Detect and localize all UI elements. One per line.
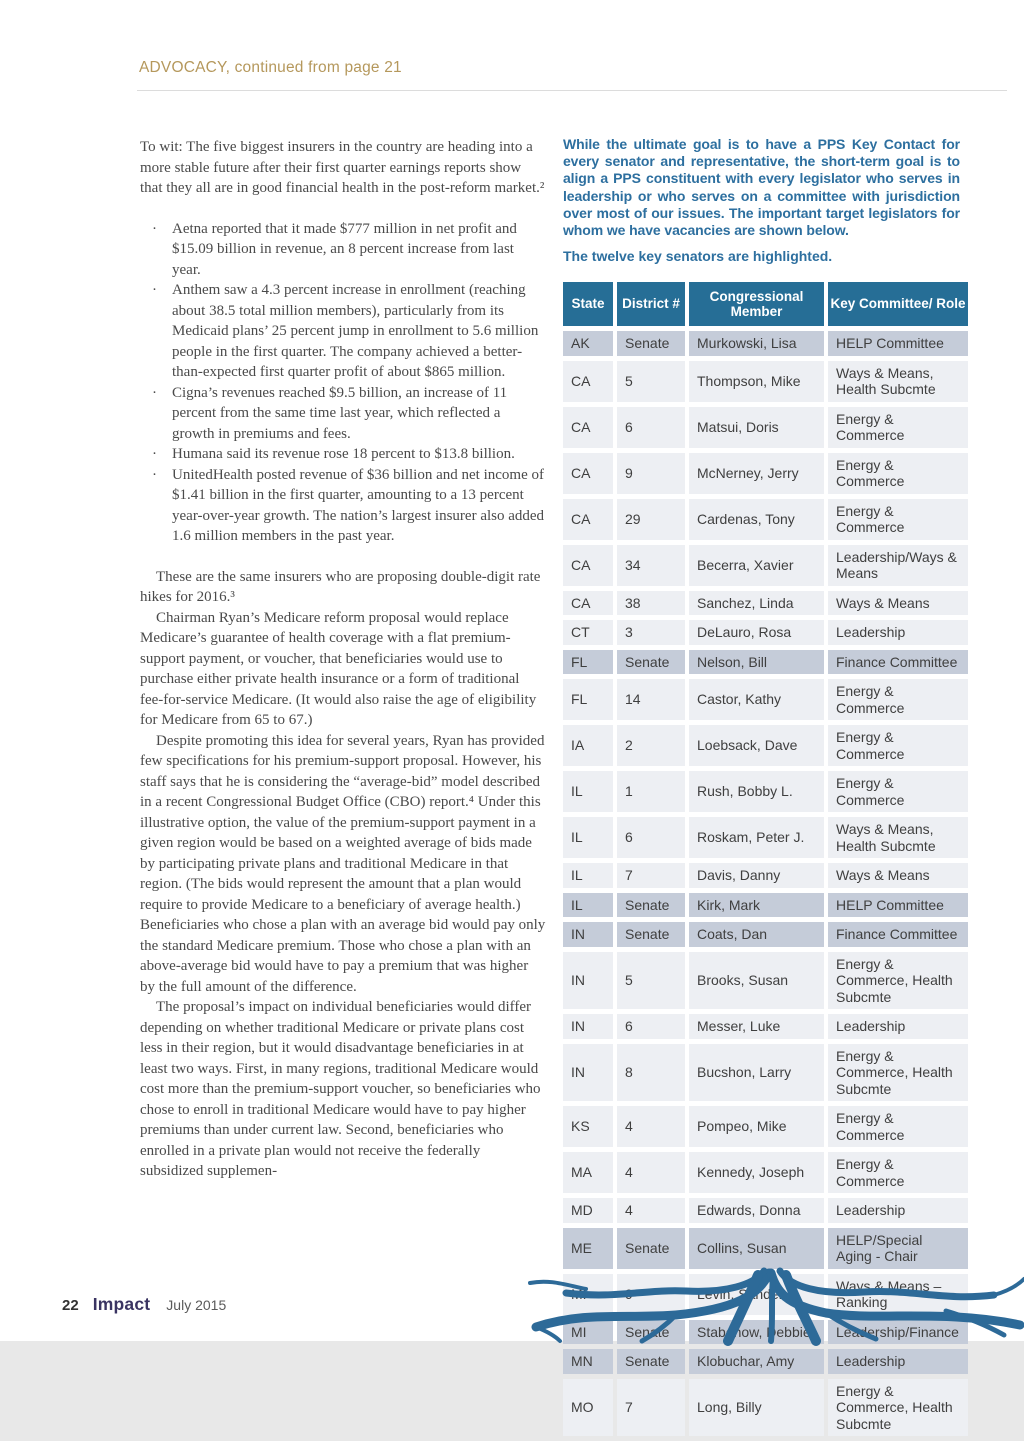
cell-member: Messer, Luke [689, 1014, 824, 1039]
cell-state: AK [563, 331, 613, 356]
article-paragraph: Chairman Ryan’s Medicare reform proposal would replace Medicare’s guarantee of health coverage with a flat premium-support payment, or voucher, that beneficiaries would use to purchase either private health insurance or a form of traditional fee-for-service Medicare. (It would also raise the age of eligibility for Medicare from 65 to 67.) [140, 609, 537, 728]
cell-district: 7 [617, 1379, 685, 1437]
cell-member: Thompson, Mike [689, 361, 824, 402]
bullet-icon: · [152, 466, 157, 483]
cell-district: 34 [617, 545, 685, 586]
cell-district: 5 [617, 361, 685, 402]
cell-member: Klobuchar, Amy [689, 1349, 824, 1374]
roots-illustration [524, 1271, 1024, 1341]
article-right-column [563, 136, 966, 1441]
table-row [563, 1014, 968, 1039]
list-item-text: Cigna’s revenues reached $9.5 billion, an increase of 11 percent from the same time last year, which reflected a growth in premiums and fees. [172, 384, 508, 442]
article-paragraph: The proposal’s impact on individual beneficiaries would differ depending on whether traditional Medicare or private plans cost less in their region, but it would disadvantage beneficiaries in at least two ways. First, in many regions, traditional Medicare would cost more than the premium-support voucher, so beneficiaries who chose to enroll in traditional Medicare would have to pay higher premiums than under current law. Second, beneficiaries who enrolled in a private plan would not receive the federally subsidized supplemen- [140, 999, 541, 1179]
cell-member: Pompeo, Mike [689, 1106, 824, 1147]
cell-member: Murkowski, Lisa [689, 331, 824, 356]
cell-member: McNerney, Jerry [689, 453, 824, 494]
cell-member: Edwards, Donna [689, 1198, 824, 1223]
cell-state: IN [563, 1014, 613, 1039]
cell-member: Kirk, Mark [689, 893, 824, 918]
cell-committee: Ways & Means, Health Subcmte [828, 817, 968, 858]
page-number: 22 [62, 1297, 79, 1314]
cell-district: Senate [617, 650, 685, 675]
table-row-key-senator [563, 1228, 968, 1269]
cell-committee: Leadership [828, 1014, 968, 1039]
cell-state: ME [563, 1228, 613, 1269]
table-row [563, 725, 968, 766]
cell-state: MN [563, 1349, 613, 1374]
cell-state: MO [563, 1379, 613, 1437]
cell-member: Roskam, Peter J. [689, 817, 824, 858]
table-row [563, 1044, 968, 1102]
table-row-key-senator [563, 893, 968, 918]
cell-district: Senate [617, 331, 685, 356]
cell-district: 9 [617, 453, 685, 494]
bullet-icon: · [152, 220, 157, 237]
cell-committee: HELP Committee [828, 893, 968, 918]
list-item [140, 444, 546, 465]
cell-committee: Energy & Commerce [828, 679, 968, 720]
cell-committee: Energy & Commerce, Health Subcmte [828, 1044, 968, 1102]
cell-committee: Leadership [828, 620, 968, 645]
cell-district: 3 [617, 620, 685, 645]
bullet-icon: · [152, 282, 157, 298]
cell-state: CA [563, 361, 613, 402]
cell-state: CA [563, 591, 613, 616]
list-item-text: UnitedHealth posted revenue of $36 billion and net income of $1.41 billion in the first quarter, amounting to a 13 percent year-over-year growth. The nation’s largest insurer also added 1.6 million members in the past year. [172, 466, 545, 544]
cell-state: IL [563, 817, 613, 858]
cell-committee: Energy & Commerce [828, 453, 968, 494]
legislator-table-header [563, 282, 968, 326]
cell-committee: Leadership [828, 1349, 968, 1374]
table-row [563, 407, 968, 448]
cell-member: Levin, Sander [689, 1274, 824, 1315]
cell-district: Senate [617, 1349, 685, 1374]
article-left-column [140, 137, 546, 1182]
cell-district: Senate [617, 1228, 685, 1269]
cell-state: MA [563, 1152, 613, 1193]
cell-committee: Energy & Commerce [828, 407, 968, 448]
cell-committee: Leadership/Finance [828, 1320, 968, 1345]
column-header-district: District # [617, 282, 685, 326]
cell-member: DeLauro, Rosa [689, 620, 824, 645]
list-item [140, 465, 546, 547]
cell-member: Brooks, Susan [689, 952, 824, 1010]
cell-committee: Energy & Commerce [828, 1152, 968, 1193]
article-paragraph: Despite promoting this idea for several years, Ryan has provided few specifications for his premium-support proposal. However, his staff says that he is considering the “average-bid” model described in a recent Congressional Budget Office (CBO) report.⁴ Under this illustrative option, the value of the premium-support payment in a given region would be based on a weighted average of bids made by participating private plans and traditional Medicare in that region. (The bids would represent the amount that a plan would require to provide Medicare to a beneficiary of average health.) Beneficiaries who chose a plan with an average bid would pay only the standard Medicare premium. Those who chose a plan with an above-average bid would have to pay a premium that was higher by the full amount of the difference. [140, 732, 546, 995]
column-header-committee: Key Committee/ Role [828, 282, 968, 326]
cell-state: IL [563, 771, 613, 812]
list-item-text: Aetna reported that it made $777 million in net profit and $15.09 billion in revenue, an 8 percent increase from last year. [172, 220, 517, 278]
cell-state: IN [563, 1044, 613, 1102]
cell-state: CA [563, 499, 613, 540]
insurer-bullet-list [140, 219, 546, 547]
cell-district: 6 [617, 817, 685, 858]
cell-member: Sanchez, Linda [689, 591, 824, 616]
cell-member: Coats, Dan [689, 922, 824, 947]
cell-committee: Finance Committee [828, 650, 968, 675]
cell-member: Long, Billy [689, 1379, 824, 1437]
table-row [563, 771, 968, 812]
cell-district: 6 [617, 407, 685, 448]
legislator-table [559, 277, 972, 1441]
cell-committee: HELP Committee [828, 331, 968, 356]
cell-district: 4 [617, 1106, 685, 1147]
cell-state: CA [563, 453, 613, 494]
cell-committee: Energy & Commerce [828, 771, 968, 812]
list-item-text: Humana said its revenue rose 18 percent to $13.8 billion. [172, 446, 515, 462]
bullet-icon: · [152, 446, 157, 462]
cell-committee: Leadership/Ways & Means [828, 545, 968, 586]
cell-member: Loebsack, Dave [689, 725, 824, 766]
cell-member: Becerra, Xavier [689, 545, 824, 586]
cell-committee: Energy & Commerce [828, 1106, 968, 1147]
table-row [563, 499, 968, 540]
cell-committee: Energy & Commerce, Health Subcmte [828, 1379, 968, 1437]
cell-member: Davis, Danny [689, 863, 824, 888]
cell-district: 29 [617, 499, 685, 540]
table-row [563, 1152, 968, 1193]
cell-state: IN [563, 952, 613, 1010]
cell-state: CT [563, 620, 613, 645]
cell-member: Stabenow, Debbie [689, 1320, 824, 1345]
cell-district: 14 [617, 679, 685, 720]
cell-district: 4 [617, 1198, 685, 1223]
running-header: ADVOCACY, continued from page 21 [139, 59, 402, 76]
cell-state: IL [563, 893, 613, 918]
table-row [563, 863, 968, 888]
cell-committee: Energy & Commerce [828, 499, 968, 540]
cell-member: Bucshon, Larry [689, 1044, 824, 1102]
cell-member: Kennedy, Joseph [689, 1152, 824, 1193]
cell-state: CA [563, 407, 613, 448]
pps-goal-callout: While the ultimate goal is to have a PPS Key Contact for every senator and representative, the short-term goal is to align a PPS constituent with every legislator who serves in leadership or who serves on a committee with jurisdiction over most of our issues. The important target legislators for whom we have vacancies are shown below. [563, 136, 960, 239]
cell-district: 6 [617, 1014, 685, 1039]
issue-date: July 2015 [166, 1297, 227, 1313]
table-row [563, 817, 968, 858]
table-row [563, 1106, 968, 1147]
table-row-key-senator [563, 331, 968, 356]
cell-state: IN [563, 922, 613, 947]
list-item [140, 280, 546, 383]
list-item-text: Anthem saw a 4.3 percent increase in enrollment (reaching about 38.5 total million members), particularly from its Medicaid plans’ 25 percent jump in enrollment to 5.6 million people in the first quarter. The company achieved a better-than-expected first quarter profit of about $865 million. [172, 282, 539, 380]
cell-committee: Ways & Means – Ranking [828, 1274, 968, 1315]
cell-member: Castor, Kathy [689, 679, 824, 720]
cell-district: 9 [617, 1274, 685, 1315]
cell-committee: Ways & Means, Health Subcmte [828, 361, 968, 402]
list-item [140, 383, 546, 445]
article-paragraph: To wit: The five biggest insurers in the country are heading into a more stable future after their first quarter earnings reports show that they all are in good financial health in the post-reform market.² [140, 139, 545, 196]
cell-state: MI [563, 1320, 613, 1345]
bullet-icon: · [152, 384, 157, 401]
column-header-state: State [563, 282, 613, 326]
spacer [140, 547, 546, 567]
table-row [563, 952, 968, 1010]
cell-member: Cardenas, Tony [689, 499, 824, 540]
cell-district: 1 [617, 771, 685, 812]
table-row-key-senator [563, 1349, 968, 1374]
cell-district: Senate [617, 893, 685, 918]
article-paragraph: These are the same insurers who are proposing double-digit rate hikes for 2016.³ [140, 568, 541, 605]
cell-state: KS [563, 1106, 613, 1147]
cell-member: Matsui, Doris [689, 407, 824, 448]
table-row [563, 620, 968, 645]
table-row-key-senator [563, 922, 968, 947]
cell-state: IA [563, 725, 613, 766]
cell-district: 4 [617, 1152, 685, 1193]
list-item [140, 219, 546, 281]
page-footer [62, 1294, 226, 1315]
cell-committee: Energy & Commerce [828, 725, 968, 766]
senators-highlight-note: The twelve key senators are highlighted. [563, 248, 833, 265]
cell-state: FL [563, 679, 613, 720]
table-row [563, 453, 968, 494]
cell-district: Senate [617, 1320, 685, 1345]
cell-member: Nelson, Bill [689, 650, 824, 675]
spacer [140, 199, 546, 219]
cell-district: 5 [617, 952, 685, 1010]
column-header-member: Congressional Member [689, 282, 824, 326]
cell-district: 2 [617, 725, 685, 766]
cell-committee: Finance Committee [828, 922, 968, 947]
cell-committee: Ways & Means [828, 591, 968, 616]
table-row [563, 545, 968, 586]
table-row-key-senator [563, 650, 968, 675]
cell-state: IL [563, 863, 613, 888]
cell-state: MI [563, 1274, 613, 1315]
cell-district: Senate [617, 922, 685, 947]
cell-state: CA [563, 545, 613, 586]
table-row [563, 591, 968, 616]
cell-district: 7 [617, 863, 685, 888]
table-row [563, 1379, 968, 1437]
table-row [563, 1198, 968, 1223]
cell-committee: Energy & Commerce, Health Subcmte [828, 952, 968, 1010]
cell-committee: Leadership [828, 1198, 968, 1223]
cell-committee: Ways & Means [828, 863, 968, 888]
magazine-title: Impact [92, 1294, 151, 1314]
cell-district: 8 [617, 1044, 685, 1102]
table-row [563, 361, 968, 402]
header-divider [137, 90, 1007, 91]
table-row [563, 679, 968, 720]
cell-state: FL [563, 650, 613, 675]
cell-member: Collins, Susan [689, 1228, 824, 1269]
cell-district: 38 [617, 591, 685, 616]
cell-committee: HELP/Special Aging - Chair [828, 1228, 968, 1269]
cell-state: MD [563, 1198, 613, 1223]
cell-member: Rush, Bobby L. [689, 771, 824, 812]
